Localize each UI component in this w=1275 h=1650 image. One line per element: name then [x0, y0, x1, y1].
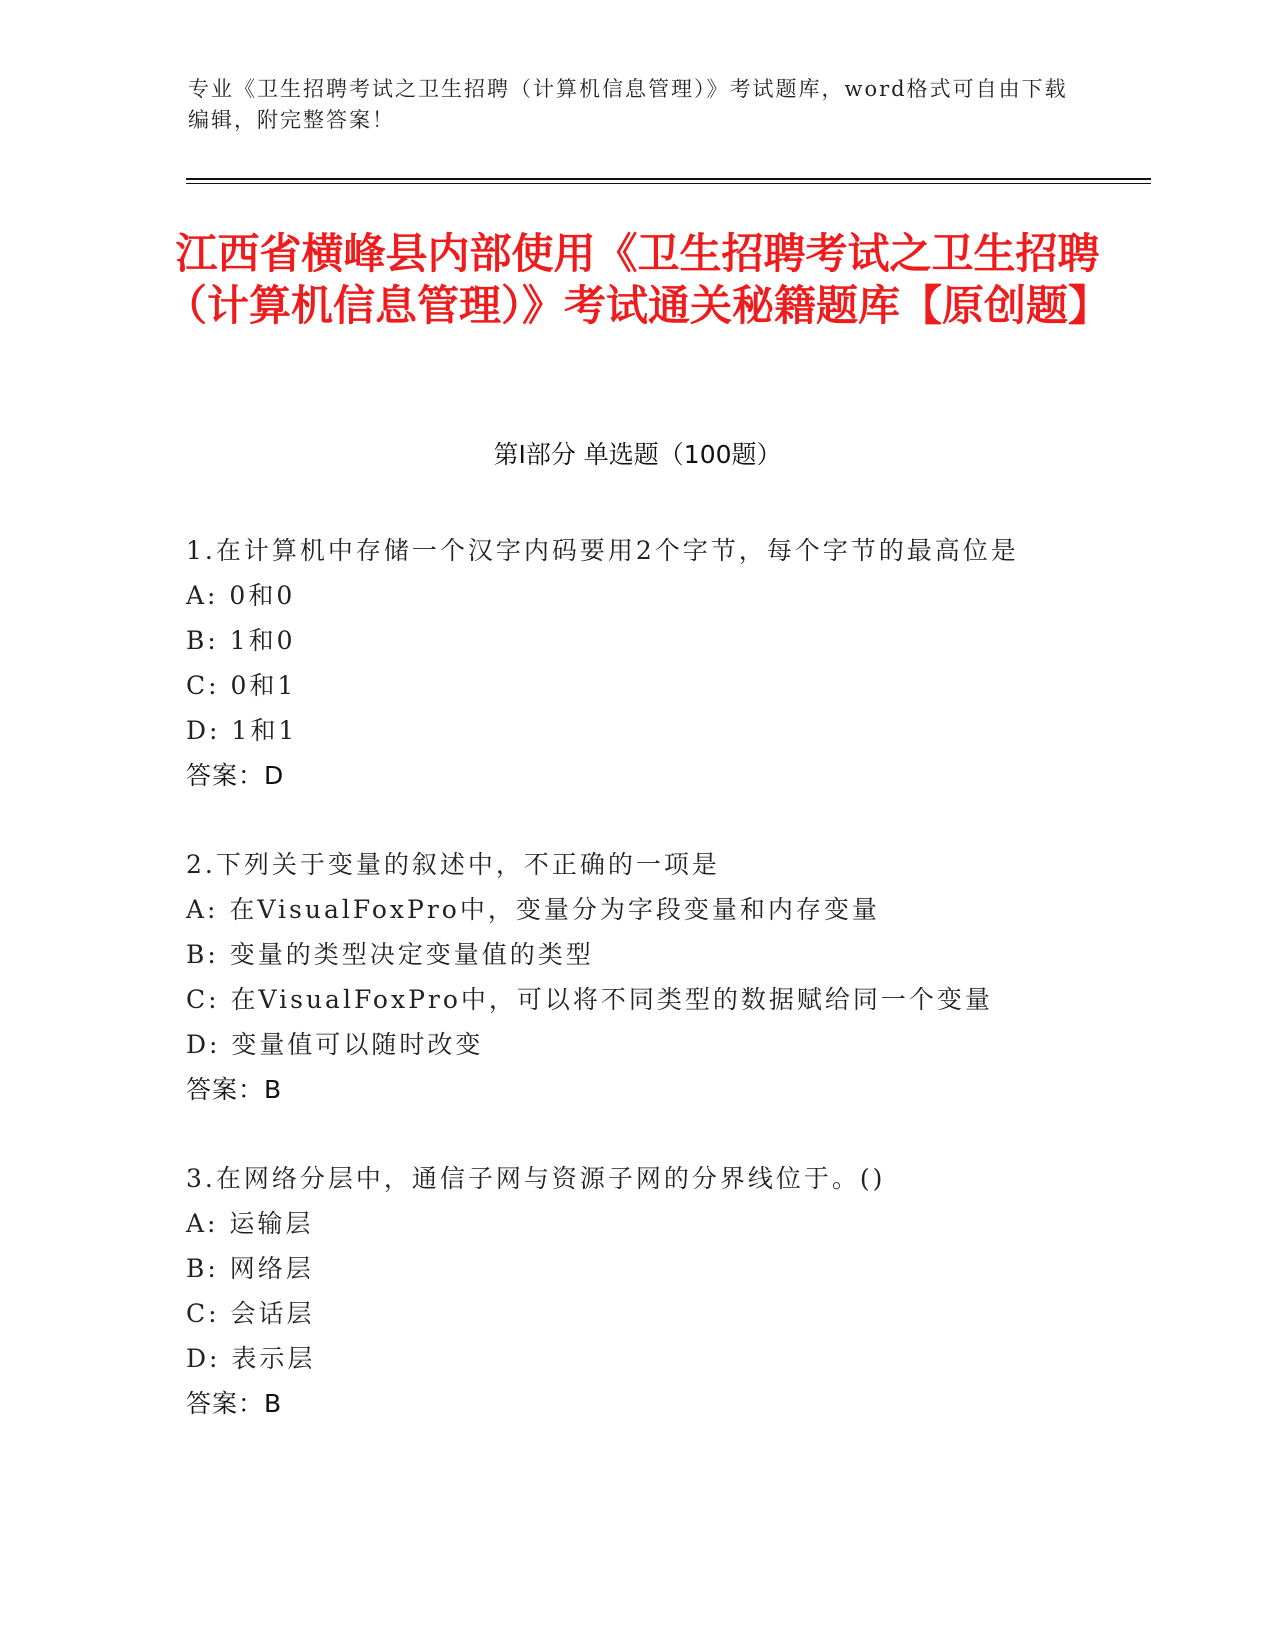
option-c: C: 会话层: [186, 1299, 315, 1328]
option-d: D: 表示层: [186, 1344, 316, 1373]
header-rule-thick: [186, 178, 1151, 180]
option-b: B: 1和0: [186, 626, 296, 655]
option-a: A: 运输层: [186, 1209, 314, 1238]
header-note: 专业《卫生招聘考试之卫生招聘（计算机信息管理）》考试题库，word格式可自由下载编辑，附完整答案！: [188, 77, 1068, 132]
option-a: A: 0和0: [186, 581, 296, 610]
answer-label: 答案：B: [186, 1075, 283, 1104]
option-a: A: 在VisualFoxPro中，变量分为字段变量和内存变量: [186, 895, 880, 924]
document-title: 江西省横峰县内部使用《卫生招聘考试之卫生招聘（计算机信息管理）》考试通关秘籍题库【原创题】: [164, 229, 1110, 330]
answer-label: 答案：B: [186, 1389, 283, 1418]
option-b: B: 变量的类型决定变量值的类型: [186, 940, 594, 969]
option-c: C: 在VisualFoxPro中，可以将不同类型的数据赋给同一个变量: [186, 985, 993, 1014]
option-d: D: 变量值可以随时改变: [186, 1030, 484, 1059]
question-stem: 3.在网络分层中，通信子网与资源子网的分界线位于。(): [186, 1164, 886, 1193]
question-2: [186, 842, 1086, 1112]
section-title: 第Ⅰ部分 单选题（100题）: [493, 440, 782, 469]
header-rule-thin: [186, 183, 1151, 184]
option-c: C: 0和1: [186, 671, 297, 700]
question-stem: 1.在计算机中存储一个汉字内码要用2个字节，每个字节的最高位是: [186, 536, 1019, 565]
question-1: [186, 528, 1086, 798]
option-b: B: 网络层: [186, 1254, 314, 1283]
question-stem: 2.下列关于变量的叙述中，不正确的一项是: [186, 850, 720, 879]
answer-label: 答案：D: [186, 761, 285, 790]
option-d: D: 1和1: [186, 716, 298, 745]
question-list: [186, 528, 1086, 1470]
question-3: [186, 1156, 1086, 1426]
